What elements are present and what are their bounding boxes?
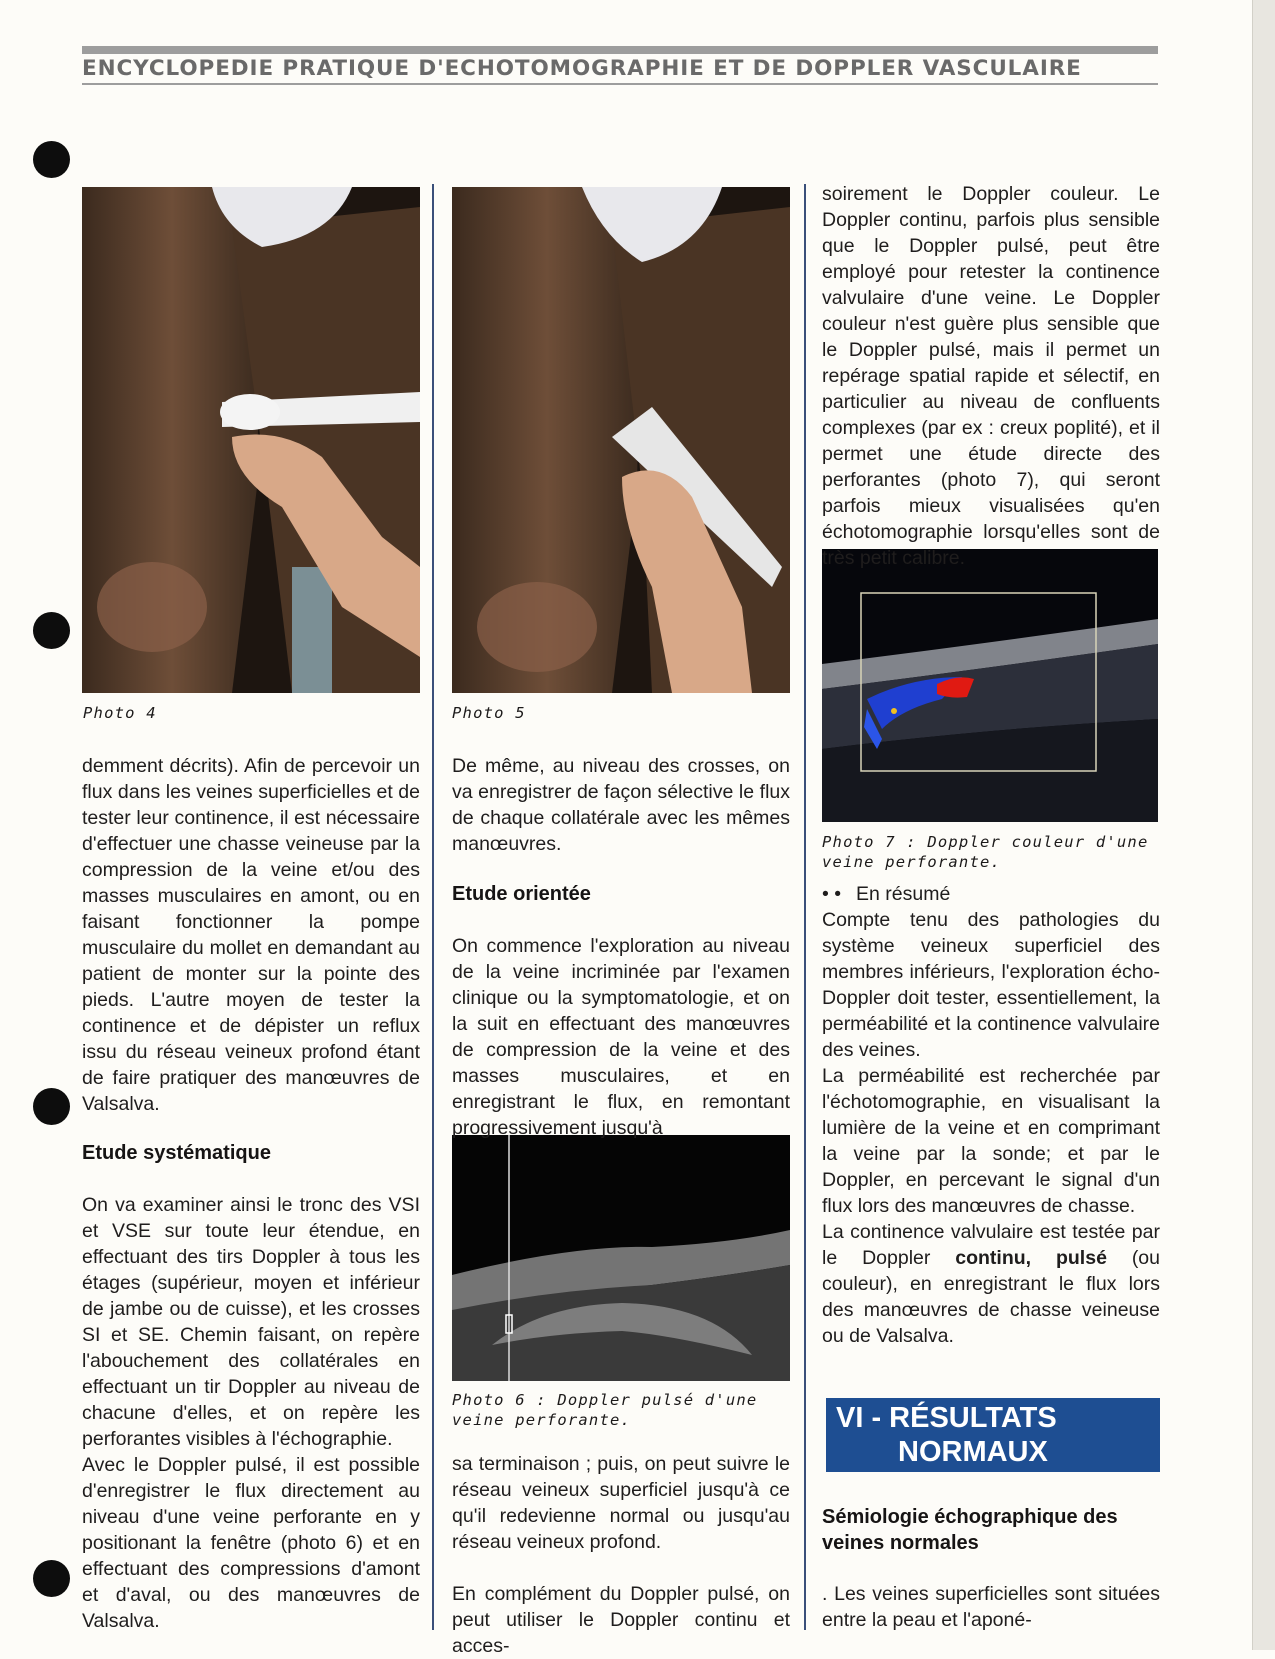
col1-paragraph-1: demment décrits). Afin de percevoir un flux dans les veines superficielles et de tester leur continence, il est nécessaire d'effectuer une chasse veineuse par la compression de la veine et/ou des masses musculaires en amont, ou en faisant fonctionner la pompe musculaire du mollet en demandant au patient de monter sur la pointe des pieds. L'autre moyen de tester la continence et de dépister un reflux issu du réseau veineux profond étant de faire pratiquer des manœuvres de Valsalva. <box>82 755 420 1115</box>
summary-bullets: • • <box>822 883 842 905</box>
header-top-bar <box>82 46 1158 54</box>
photo-5 <box>452 187 790 693</box>
photo-4-caption: Photo 4 <box>83 704 157 722</box>
section-title-line-1: VI - RÉSULTATS <box>836 1402 1057 1434</box>
col3-paragraph-1: soirement le Doppler couleur. Le Doppler continu, parfois plus sensible que le Doppler pulsé, peut être employé pour retester la continence valvulaire d'une veine. Le Doppler couleur n'est guère plus sensible que le Doppler pulsé, mais il permet un repérage spatial rapide et sélectif, en particulier au niveau de confluents complexes (par ex : creux poplité), et il permet une étude directe des perforantes (photo 7), qui seront parfois mieux visualisées qu'en échotomographie lorsqu'elles sont de très petit calibre. <box>822 183 1160 569</box>
photo-4 <box>82 187 420 693</box>
column-rule-1 <box>432 184 434 1630</box>
binder-hole-4 <box>33 1560 70 1597</box>
summary-paragraph-3 <box>822 1219 1160 1349</box>
photo-7-caption: Photo 7 : Doppler couleur d'une veine perforante. <box>822 833 1149 871</box>
page-header <box>82 46 1158 85</box>
photo-5-caption: Photo 5 <box>452 704 526 722</box>
col3-paragraph-last: . Les veines superficielles sont situées entre la peau et l'aponé- <box>822 1583 1160 1631</box>
header-rule <box>82 83 1158 85</box>
section-title-line-2: NORMAUX <box>898 1436 1048 1468</box>
col2-paragraph-3: sa terminaison ; puis, on peut suivre le réseau veineux superficiel jusqu'à ce qu'il redevienne normal ou jusqu'au réseau veineux profond. <box>452 1453 790 1553</box>
col3-subheading: Sémiologie échographique des veines normales <box>822 1506 1118 1554</box>
col2-paragraph-1: De même, au niveau des crosses, on va enregistrer de façon sélective le flux de chaque collatérale avec les mêmes manœuvres. <box>452 755 790 855</box>
header-title: ENCYCLOPEDIE PRATIQUE D'ECHOTOMOGRAPHIE ET DE DOPPLER VASCULAIRE <box>82 56 1082 81</box>
col2-paragraph-4: En complément du Doppler pulsé, on peut utiliser le Doppler continu et acces- <box>452 1583 790 1657</box>
page-edge-strip <box>1252 0 1275 1650</box>
summary-title: En résumé <box>856 883 951 905</box>
summary-3-part-c: (ou couleur), en enregistrant le flux lors des manœuvres de chasse veineuse ou de Valsalva. <box>822 1247 1160 1347</box>
column-rule-2 <box>804 184 806 1630</box>
binder-hole-2 <box>33 612 70 649</box>
col1-paragraph-2: On va examiner ainsi le tronc des VSI et VSE sur toute leur étendue, en effectuant des tirs Doppler à tous les étages (supérieur, moyen et inférieur de jambe ou de cuisse), et les crosses SI et SE. Chemin faisant, on repère l'abouchement des collatérales en effectuant un tir Doppler au niveau de chacune d'elles, et on repère les perforantes visibles à l'échographie. <box>82 1194 420 1450</box>
binder-hole-1 <box>33 141 70 178</box>
summary-title-line <box>822 881 1160 907</box>
binder-hole-3 <box>33 1088 70 1125</box>
summary-paragraph-1: Compte tenu des pathologies du système veineux superficiel des membres inférieurs, l'exploration écho-Doppler doit tester, essentiellement, la perméabilité et la continence valvulaire des veines. <box>822 909 1160 1061</box>
photo-6 <box>452 1135 790 1381</box>
col1-paragraph-3: Avec le Doppler pulsé, il est possible d'enregistrer le flux directement au niveau d'une veine perforante en y positionant la fenêtre (photo 6) et en effectuant des compressions d'amont et d'aval, ou des manœuvres de Valsalva. <box>82 1454 420 1632</box>
col1-heading: Etude systématique <box>82 1142 271 1164</box>
section-title-box <box>826 1398 1160 1472</box>
col2-heading: Etude orientée <box>452 883 591 905</box>
col2-paragraph-2: On commence l'exploration au niveau de la veine incriminée par l'examen clinique ou la symptomatologie, et on la suit en effectuant des manœuvres de compression de la veine et des masses musculaires, et en enregistrant le flux, en remontant progressivement jusqu'à <box>452 935 790 1139</box>
summary-3-bold: continu, pulsé <box>955 1247 1107 1269</box>
summary-paragraph-2: La perméabilité est recherchée par l'échotomographie, en visualisant la lumière de la veine et en comprimant la veine par la sonde; et par le Doppler, en percevant le signal d'un flux lors des manœuvres de chasse. <box>822 1065 1160 1217</box>
photo-7 <box>822 549 1158 822</box>
summary-3-part-a: La continence valvulaire est testée par le Doppler <box>822 1221 1160 1269</box>
photo-6-caption: Photo 6 : Doppler pulsé d'une veine perforante. <box>452 1391 758 1429</box>
